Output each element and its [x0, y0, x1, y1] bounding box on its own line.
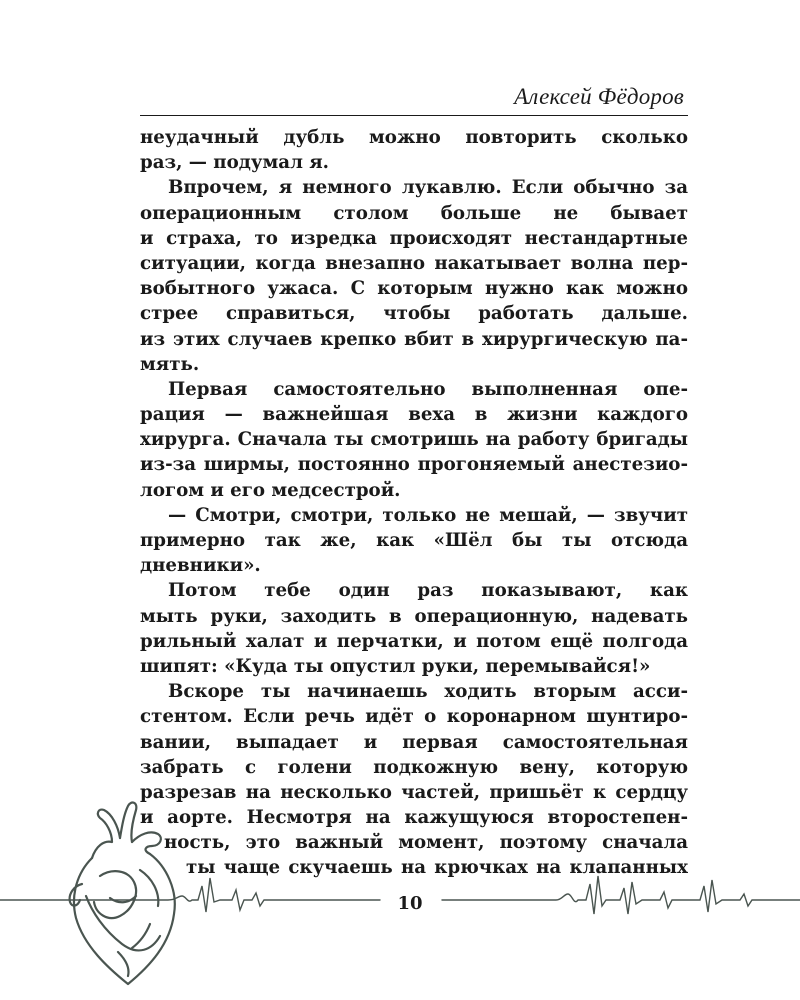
text-line: Впрочем, я немного лукавлю. Если обычно за	[168, 177, 688, 199]
text-line: хирурга. Сначала ты смотришь на работу бригады	[140, 429, 688, 451]
text-line: Первая самостоятельно выполненная опе-	[168, 378, 688, 400]
text-line: дневники».	[140, 555, 261, 577]
text-line: стрее справиться, чтобы работать дальше.	[140, 303, 688, 325]
text-line: рильный халат и перчатки, и потом ещё полгода	[140, 630, 688, 652]
ecg-line-right	[442, 876, 800, 914]
text-line: мыть руки, заходить в операционную, надевать	[140, 605, 688, 627]
text-line: вобытного ужаса. С которым нужно как можно	[140, 278, 688, 300]
text-line: забрать с голени подкожную вену, которую	[140, 756, 688, 778]
text-line: из-за ширмы, постоянно прогоняемый анестезио-	[140, 454, 688, 476]
text-line: и аорте. Несмотря на кажущуюся второстепен-	[140, 807, 688, 829]
text-line: стентом. Если речь идёт о коронарном шунтиро-	[140, 706, 688, 728]
text-line: ность, это важный момент, поэтому сначала	[164, 832, 688, 854]
page-number: 10	[397, 893, 423, 914]
text-line: из этих случаев крепко вбит в хирургическую па-	[140, 328, 688, 350]
text-line: вании, выпадает и первая самостоятельная	[140, 731, 688, 753]
text-line: и страха, то изредка происходят нестандартные	[140, 227, 688, 249]
page-body	[140, 125, 688, 881]
ecg-line-left	[0, 878, 380, 912]
text-line: ты чаще скучаешь на крючках на клапанных	[186, 857, 688, 879]
text-line: рация — важнейшая веха в жизни каждого	[140, 404, 688, 426]
text-line: неудачный дубль можно повторить сколько	[140, 127, 688, 148]
text-line: — Смотри, смотри, только не мешай, — звучит	[168, 504, 688, 526]
text-line: ситуации, когда внезапно накатывает волна пер-	[140, 252, 688, 274]
running-title: Алексей Фёдоров	[514, 84, 684, 109]
text-line: Потом тебе один раз показывают, как	[168, 580, 688, 602]
text-line: операционным столом больше не бывает	[140, 202, 688, 224]
text-line: разрезав на несколько частей, пришьёт к сердцу	[140, 781, 688, 803]
text-line: примерно так же, как «Шёл бы ты отсюда	[140, 530, 688, 551]
text-line: Вскоре ты начинаешь ходить вторым асси-	[168, 681, 688, 703]
header-rule	[140, 115, 688, 116]
text-line: раз, — подумал я.	[140, 152, 330, 174]
text-line: мять.	[140, 353, 200, 375]
text-line: логом и его медсестрой.	[140, 479, 401, 501]
text-line: шипят: «Куда ты опустил руки, перемывайся!»	[140, 655, 651, 677]
